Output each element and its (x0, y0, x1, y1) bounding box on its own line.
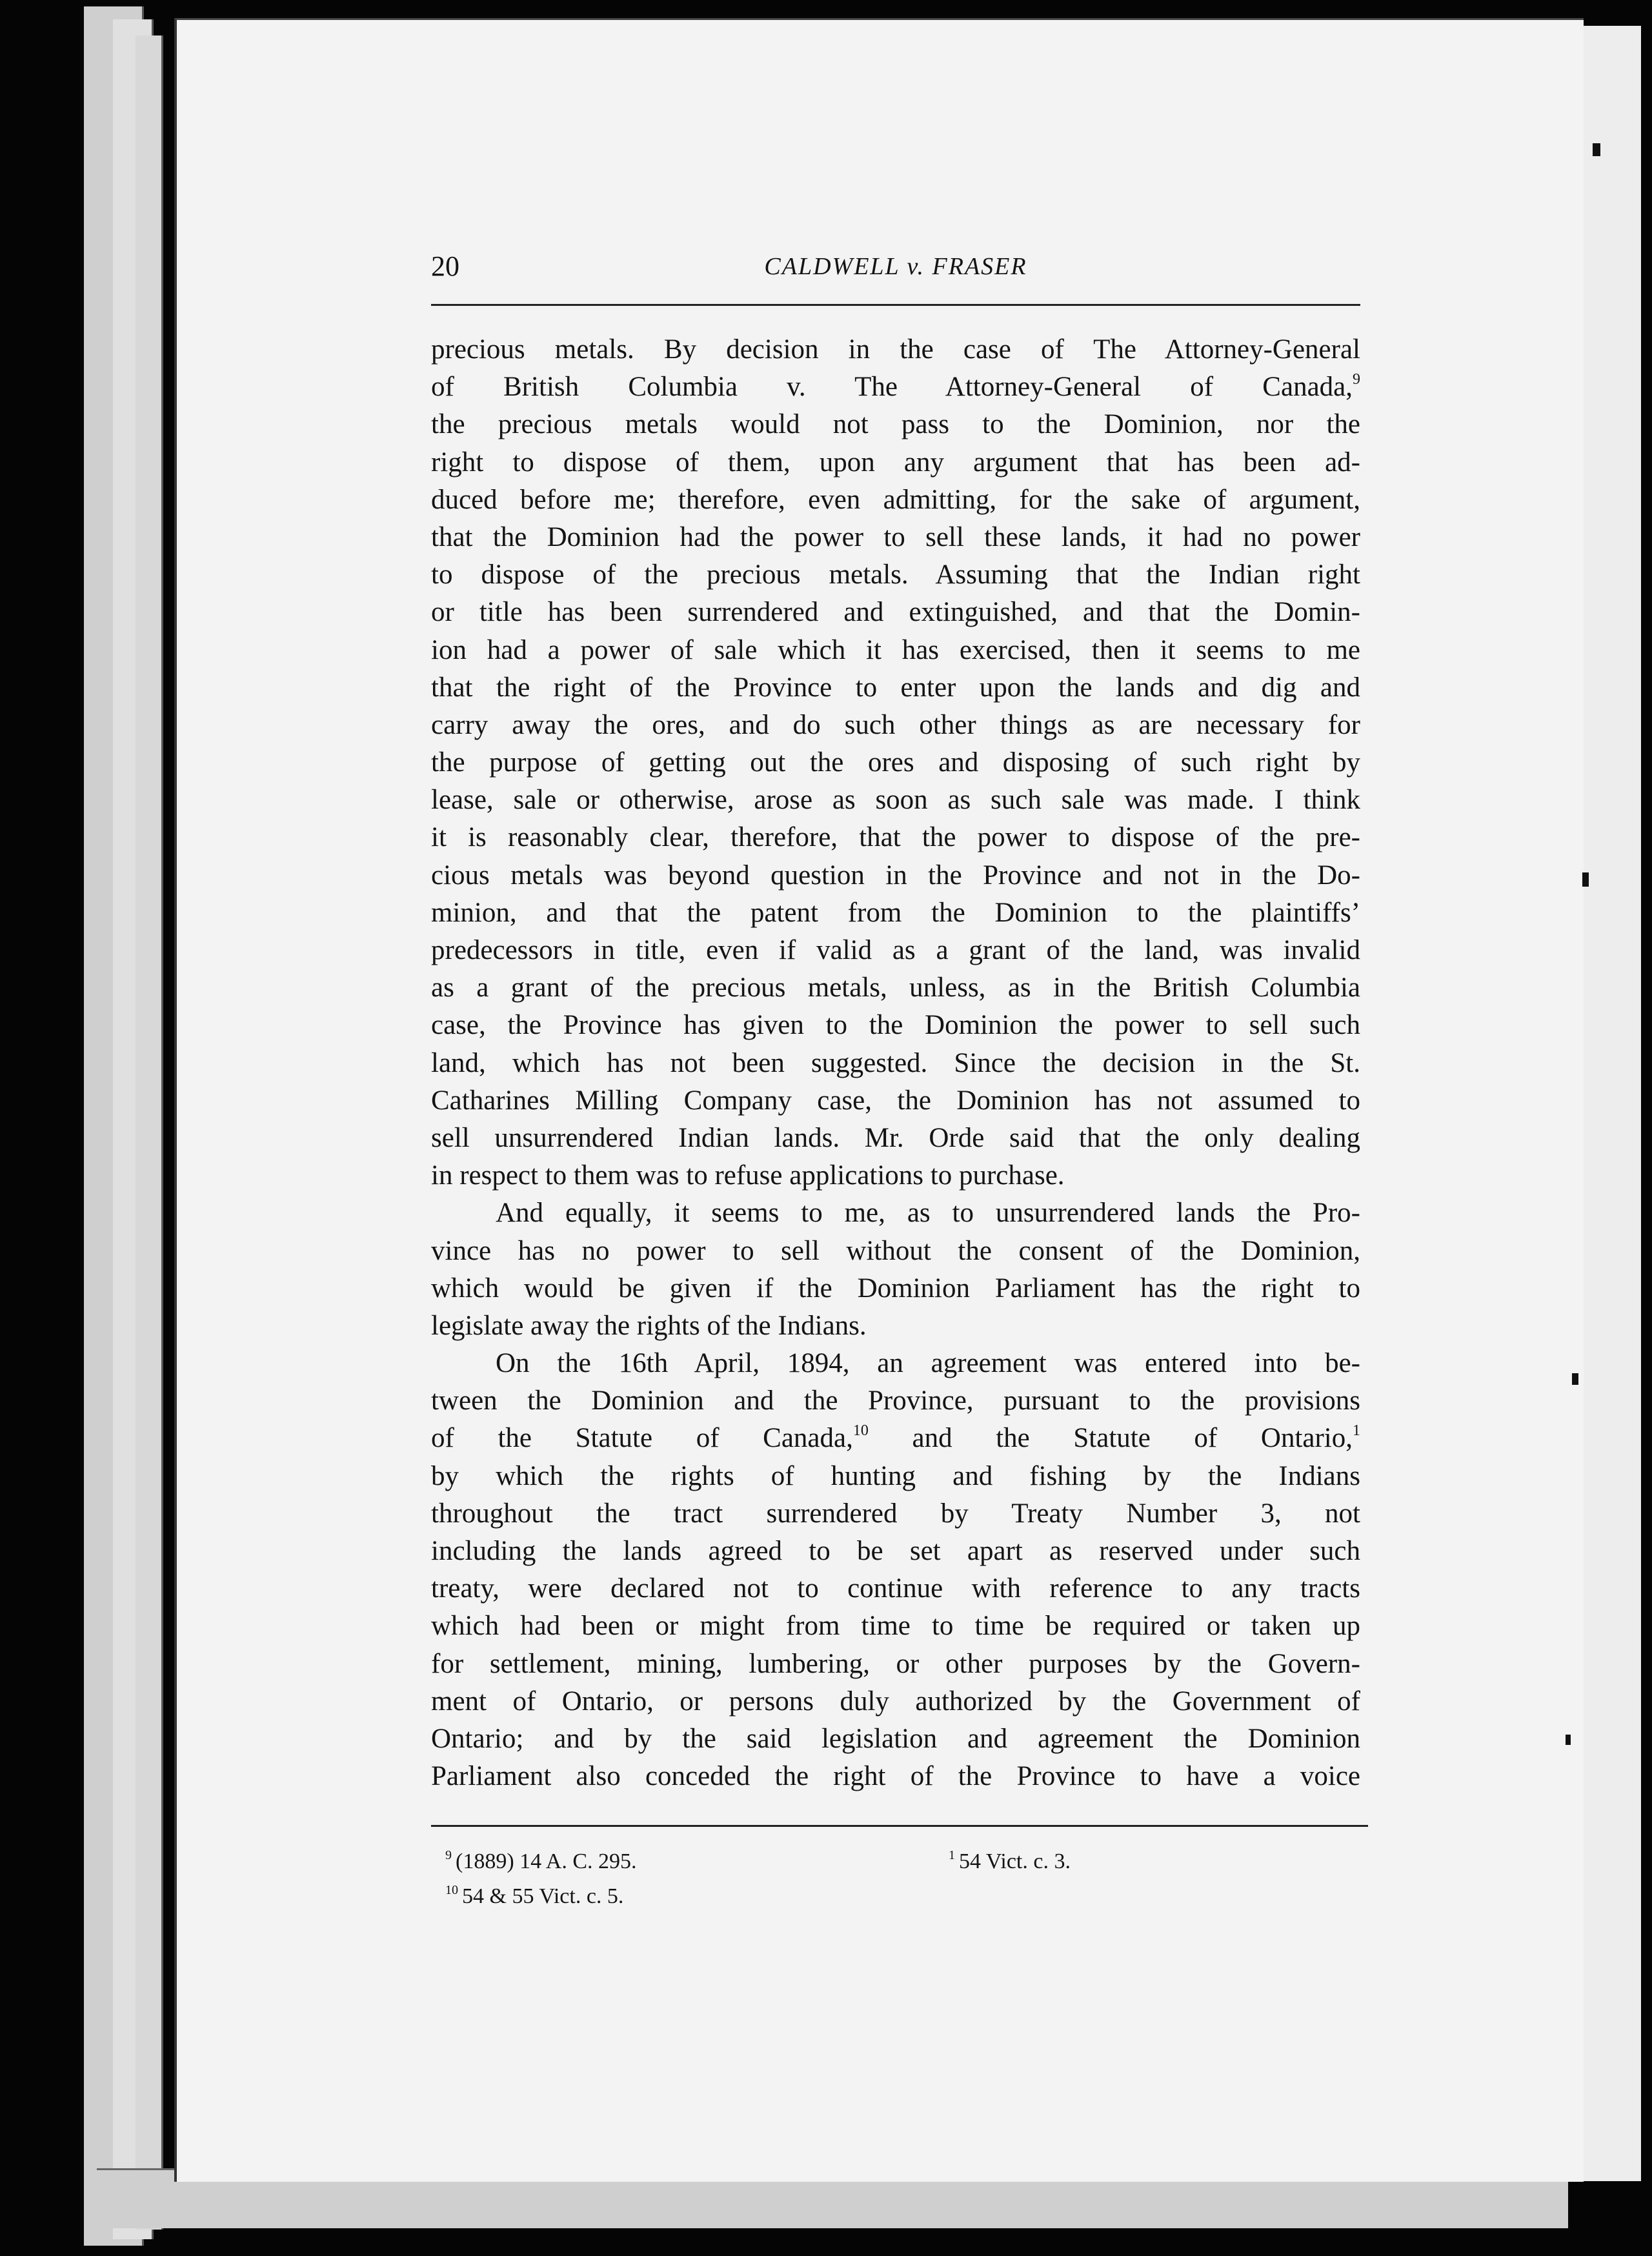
footnote-text: (1889) 14 A. C. 295. (456, 1849, 637, 1873)
text-run: right to dispose of them, upon any argument that has been ad- (431, 447, 1360, 478)
scan-artifact (1566, 1735, 1571, 1745)
text-line (431, 1495, 1360, 1533)
running-title: CALDWELL v. FRASER (764, 253, 1027, 280)
text-run: which had been or might from time to time be required or taken up (431, 1611, 1360, 1642)
text-line (431, 969, 1360, 1007)
text-run: On the 16th April, 1894, an agreement was entered into be- (496, 1348, 1360, 1379)
footnote-marker: 9 (445, 1848, 452, 1862)
scan-artifact (1593, 143, 1600, 156)
text-line (431, 1570, 1360, 1607)
text-run: And equally, it seems to me, as to unsurrendered lands the Pro- (496, 1198, 1360, 1229)
footnote-reference: 1 (1353, 1422, 1360, 1440)
text-line (431, 1420, 1360, 1457)
facing-page-edge (1575, 26, 1641, 2181)
text-line (431, 368, 1360, 406)
text-line (431, 632, 1360, 669)
text-run: Parliament also conceded the right of the Province to have a voice (431, 1761, 1360, 1792)
text-run: treaty, were declared not to continue with reference to any tracts (431, 1573, 1360, 1604)
text-line (431, 819, 1360, 856)
page-number: 20 (431, 250, 459, 282)
footnotes-left-column (445, 1844, 637, 1914)
text-line (431, 1045, 1360, 1082)
text-line (431, 556, 1360, 594)
text-run: and the Statute of Ontario, (868, 1423, 1353, 1454)
footnote-text: 54 & 55 Vict. c. 5. (462, 1884, 624, 1908)
footnote-marker: 1 (949, 1848, 955, 1862)
text-line (431, 594, 1360, 631)
text-run: including the lands agreed to be set apart as reserved under such (431, 1536, 1360, 1566)
text-line (431, 1307, 1360, 1345)
text-run: or title has been surrendered and extinguished, and that the Domin- (431, 597, 1360, 628)
page-header (431, 247, 1360, 286)
text-line (431, 1194, 1360, 1232)
text-line (431, 481, 1360, 519)
header-rule (431, 304, 1360, 306)
text-line (431, 1120, 1360, 1157)
page-stack-edge (136, 35, 163, 2230)
text-run: which would be given if the Dominion Parliament has the right to (431, 1273, 1360, 1304)
footnotes-right-column (949, 1844, 1071, 1879)
text-line (431, 1683, 1360, 1720)
text-run: throughout the tract surrendered by Treaty Number 3, not (431, 1498, 1360, 1529)
text-run: of the Statute of Canada, (431, 1423, 853, 1454)
text-run: for settlement, mining, lumbering, or other purposes by the Govern- (431, 1648, 1360, 1679)
footnote (445, 1844, 637, 1879)
scan-artifact (1572, 1373, 1578, 1385)
body-text (431, 331, 1360, 1795)
text-run: that the Dominion had the power to sell these lands, it had no power (431, 521, 1360, 552)
text-line (431, 1646, 1360, 1683)
text-line (431, 894, 1360, 932)
text-run: that the right of the Province to enter upon the lands and dig and (431, 672, 1360, 703)
text-run: it is reasonably clear, therefore, that the power to dispose of the pre- (431, 822, 1360, 853)
text-run: the purpose of getting out the ores and disposing of such right by (431, 747, 1360, 778)
text-run: land, which has not been suggested. Since the decision in the St. (431, 1047, 1360, 1078)
footnote (445, 1879, 637, 1914)
text-run: legislate away the rights of the Indians. (431, 1310, 867, 1341)
text-line (431, 1758, 1360, 1795)
footnote-text: 54 Vict. c. 3. (959, 1849, 1071, 1873)
text-line (431, 1720, 1360, 1758)
scan-artifact (1582, 872, 1589, 887)
text-line (431, 669, 1360, 707)
text-line (431, 1157, 1360, 1194)
text-run: vince has no power to sell without the consent of the Dominion, (431, 1235, 1360, 1266)
text-line (431, 1533, 1360, 1570)
text-run: to dispose of the precious metals. Assuming that the Indian right (431, 559, 1360, 590)
text-line (431, 331, 1360, 368)
text-run: ment of Ontario, or persons duly authorized by the Government of (431, 1686, 1360, 1717)
text-line (431, 707, 1360, 744)
text-line (431, 932, 1360, 969)
text-line (431, 444, 1360, 481)
footnote-rule (431, 1825, 1368, 1827)
text-run: duced before me; therefore, even admitting, for the sake of argument, (431, 484, 1360, 515)
text-line (431, 1082, 1360, 1120)
text-line (431, 744, 1360, 781)
text-line (431, 1233, 1360, 1270)
text-line (431, 1458, 1360, 1495)
footnote-marker: 10 (445, 1883, 458, 1897)
text-run: lease, sale or otherwise, arose as soon as such sale was made. I think (431, 785, 1360, 816)
footnote-reference: 10 (852, 1422, 869, 1440)
text-run: predecessors in title, even if valid as a grant of the land, was invalid (431, 935, 1360, 965)
text-line (431, 1382, 1360, 1420)
text-run: as a grant of the precious metals, unless, as in the British Columbia (431, 972, 1360, 1003)
text-run: ion had a power of sale which it has exercised, then it seems to me (431, 634, 1360, 665)
text-line (431, 406, 1360, 443)
text-run: tween the Dominion and the Province, pursuant to the provisions (431, 1385, 1360, 1416)
footnote (949, 1844, 1071, 1879)
text-run: of British Columbia v. The Attorney-General of Canada, (431, 372, 1353, 403)
text-line (431, 1345, 1360, 1382)
text-run: Ontario; and by the said legislation and agreement the Dominion (431, 1723, 1360, 1754)
text-run: precious metals. By decision in the case of The Attorney-General (431, 334, 1360, 365)
text-line (431, 857, 1360, 894)
text-line (431, 1270, 1360, 1307)
footnote-reference: 9 (1353, 371, 1360, 388)
text-run: by which the rights of hunting and fishing by the Indians (431, 1460, 1360, 1491)
text-line (431, 1007, 1360, 1044)
text-run: the precious metals would not pass to the Dominion, nor the (431, 409, 1360, 440)
text-run: carry away the ores, and do such other things as are necessary for (431, 709, 1360, 740)
text-run: cious metals was beyond question in the Province and not in the Do- (431, 860, 1360, 891)
text-run: Catharines Milling Company case, the Dominion has not assumed to (431, 1085, 1360, 1116)
text-run: in respect to them was to refuse applications to purchase. (431, 1160, 1065, 1191)
text-run: sell unsurrendered Indian lands. Mr. Orde said that the only dealing (431, 1122, 1360, 1153)
text-line (431, 1607, 1360, 1645)
text-line (431, 781, 1360, 819)
text-run: case, the Province has given to the Dominion the power to sell such (431, 1010, 1360, 1041)
text-line (431, 519, 1360, 556)
text-run: minion, and that the patent from the Dominion to the plaintiffs’ (431, 897, 1360, 928)
